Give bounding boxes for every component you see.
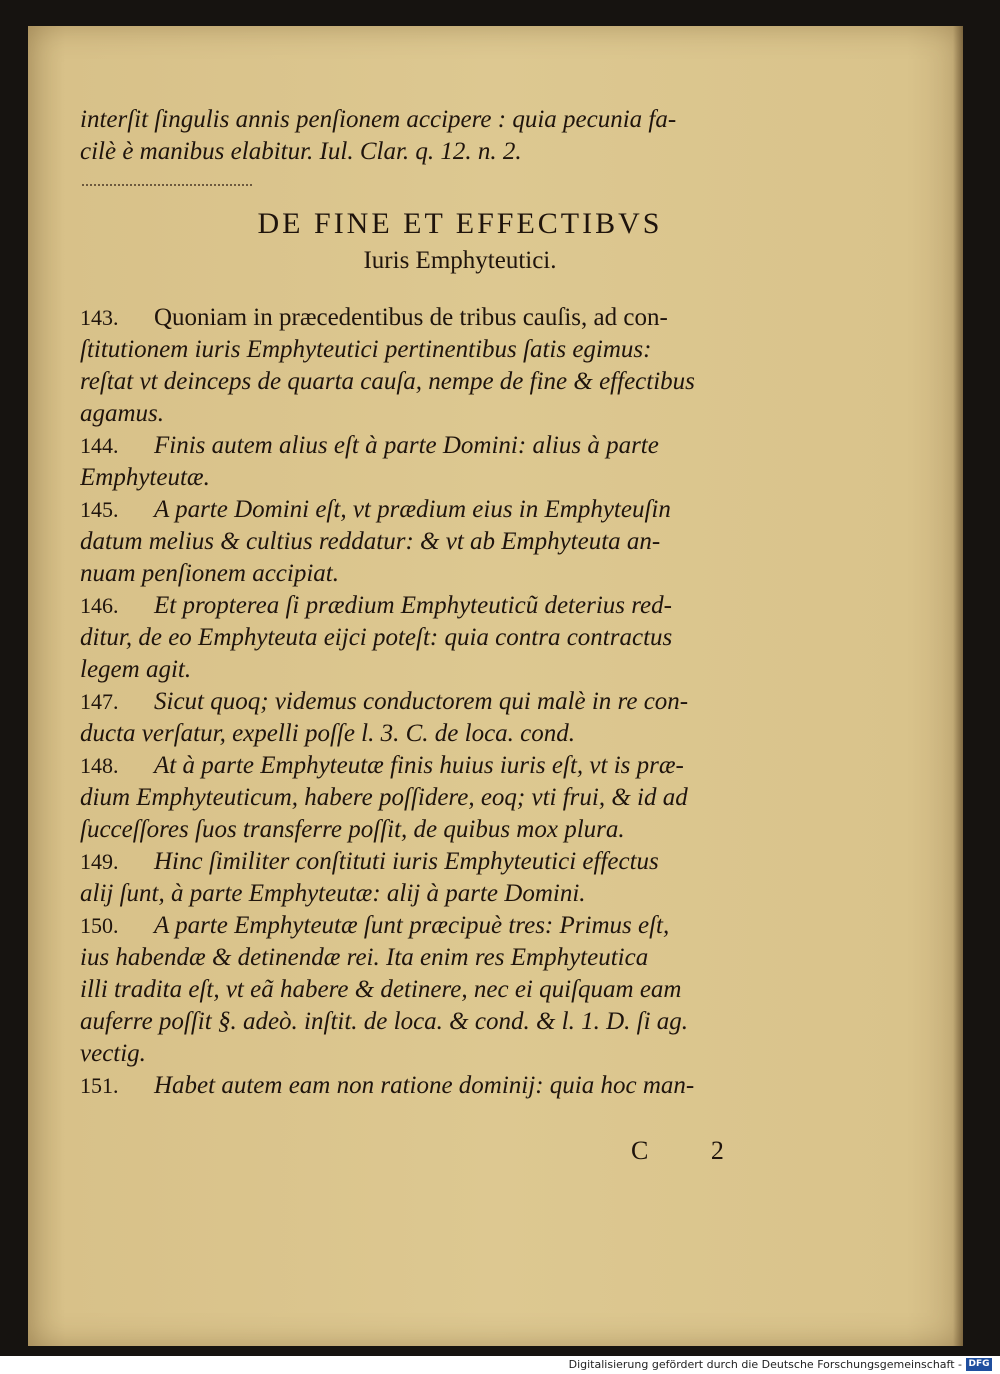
paragraph-number: 146. bbox=[80, 593, 119, 618]
paragraph-line: auferre poſſit §. adeò. inſtit. de loca. & cond. & l. 1. D. ſi ag. bbox=[80, 1008, 689, 1035]
paragraph-line: Emphyteutæ. bbox=[80, 464, 210, 491]
carryover-line-2: cilè è manibus elabitur. Iul. Clar. q. 12. n. 2. bbox=[80, 138, 522, 165]
paragraph-text: A parte Domini eſt, vt prædium eius in Emphyteuſin bbox=[154, 496, 671, 523]
paragraph-line: ſtitutionem iuris Emphyteutici pertinentibus ſatis egimus: bbox=[80, 336, 652, 363]
paragraph-number: 147. bbox=[80, 689, 119, 714]
paragraph-line: nuam penſionem accipiat. bbox=[80, 560, 339, 587]
paragraph-line: datum melius & cultius reddatur: & vt ab Emphyteuta an- bbox=[80, 528, 661, 555]
section-subheading: Iuris Emphyteutici. bbox=[363, 247, 557, 274]
paragraph-147 bbox=[80, 686, 810, 750]
paragraph-number: 145. bbox=[80, 497, 119, 522]
paragraph-143 bbox=[80, 302, 810, 430]
paragraph-text: Hinc ſimiliter conſtituti iuris Emphyteutici effectus bbox=[154, 848, 659, 875]
paragraph-text: Quoniam in præcedentibus de tribus cauſis, ad con- bbox=[154, 304, 668, 331]
paragraph-line: legem agit. bbox=[80, 656, 192, 683]
paragraph-line bbox=[80, 430, 810, 462]
paragraph-146 bbox=[80, 590, 810, 686]
paragraph-line bbox=[80, 1070, 810, 1102]
section-divider bbox=[82, 170, 252, 186]
paragraph-line: alij ſunt, à parte Emphyteutæ: alij à parte Domini. bbox=[80, 880, 586, 907]
paragraph-number: 149. bbox=[80, 849, 119, 874]
paragraph-line: ius habendæ & detinendæ rei. Ita enim res Emphyteutica bbox=[80, 944, 649, 971]
paragraph-line: vectig. bbox=[80, 1040, 146, 1067]
paragraph-number: 144. bbox=[80, 433, 119, 458]
paragraph-149 bbox=[80, 846, 810, 910]
paragraph-line bbox=[80, 910, 810, 942]
dfg-logo-icon: DFG bbox=[966, 1358, 992, 1371]
paragraph-number: 151. bbox=[80, 1073, 119, 1098]
carryover-line-1: interſit ſingulis annis penſionem accipere : quia pecunia fa- bbox=[80, 106, 677, 133]
footer-bar bbox=[0, 1356, 1000, 1374]
paragraph-line: ducta verſatur, expelli poſſe l. 3. C. de loca. cond. bbox=[80, 720, 576, 747]
paragraph-line bbox=[80, 846, 810, 878]
paragraph-text: A parte Emphyteutæ ſunt præcipuè tres: Primus eſt, bbox=[154, 912, 670, 939]
paragraph-line bbox=[80, 494, 810, 526]
paragraph-line: reſtat vt deinceps de quarta cauſa, nempe de fine & effectibus bbox=[80, 368, 695, 395]
paragraph-line: illi tradita eſt, vt eã habere & detinere, nec ei quiſquam eam bbox=[80, 976, 682, 1003]
section-heading: DE FINE ET EFFECTIBVS bbox=[257, 207, 663, 240]
paragraph-144 bbox=[80, 430, 810, 494]
paragraph-number: 143. bbox=[80, 305, 119, 330]
paragraph-line: dium Emphyteuticum, habere poſſidere, eoq; vti frui, & id ad bbox=[80, 784, 688, 811]
paragraph-line: ditur, de eo Emphyteuta eijci poteſt: quia contra contractus bbox=[80, 624, 673, 651]
paragraph-line: agamus. bbox=[80, 400, 165, 427]
paragraph-line bbox=[80, 590, 810, 622]
paragraph-145 bbox=[80, 494, 810, 590]
paragraph-line bbox=[80, 686, 810, 718]
funding-credit: Digitalisierung gefördert durch die Deutsche Forschungsgemeinschaft - bbox=[568, 1358, 962, 1371]
signature-mark: C 2 bbox=[631, 1136, 752, 1165]
page-text bbox=[80, 104, 810, 1102]
paragraph-line: ſucceſſores ſuos transferre poſſit, de quibus mox plura. bbox=[80, 816, 625, 843]
paragraph-148 bbox=[80, 750, 810, 846]
paragraph-text: Sicut quoq; videmus conductorem qui malè in re con- bbox=[154, 688, 689, 715]
paragraph-text: At à parte Emphyteutæ finis huius iuris eſt, vt is præ- bbox=[154, 752, 684, 779]
paragraph-number: 148. bbox=[80, 753, 119, 778]
book-page bbox=[28, 26, 963, 1346]
paragraph-line bbox=[80, 302, 810, 334]
paragraph-150 bbox=[80, 910, 810, 1070]
paragraph-text: Finis autem alius eſt à parte Domini: alius à parte bbox=[154, 432, 659, 459]
paragraph-number: 150. bbox=[80, 913, 119, 938]
paragraph-text: Habet autem eam non ratione dominij: quia hoc man- bbox=[154, 1072, 695, 1099]
paragraph-text: Et propterea ſi prædium Emphyteuticũ deterius red- bbox=[154, 592, 672, 619]
paragraph-line bbox=[80, 750, 810, 782]
paragraph-151 bbox=[80, 1070, 810, 1102]
